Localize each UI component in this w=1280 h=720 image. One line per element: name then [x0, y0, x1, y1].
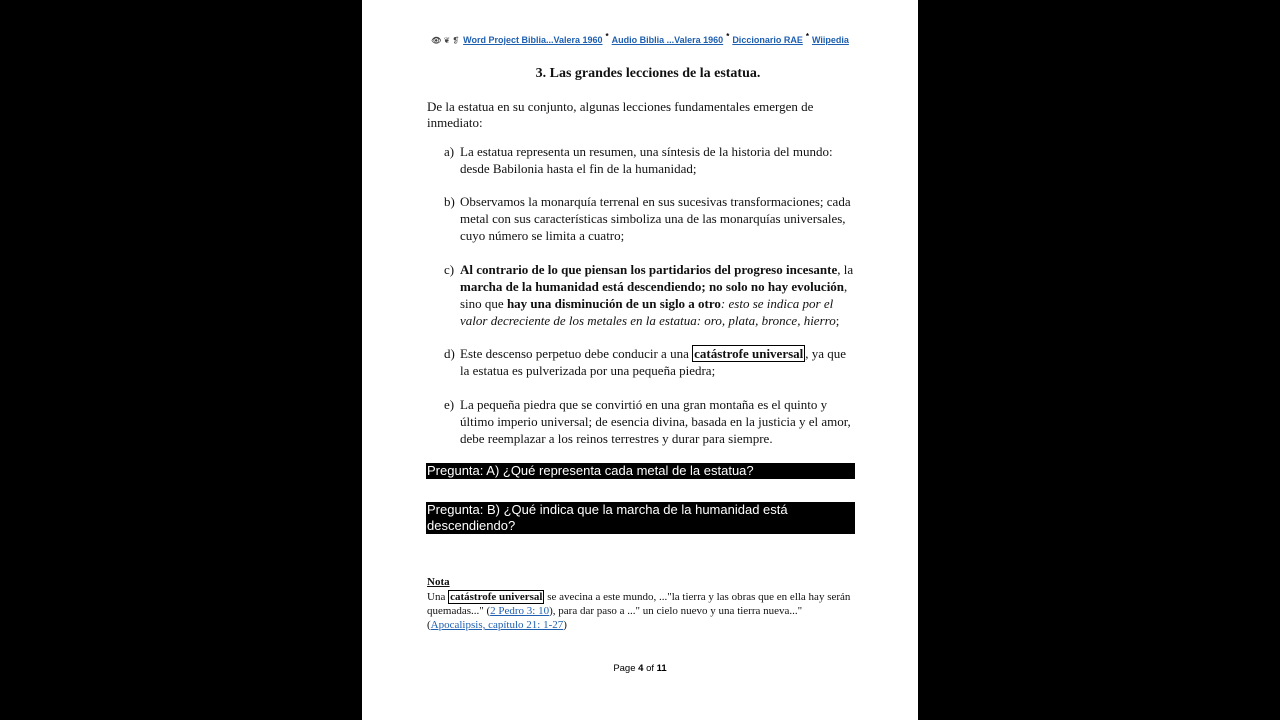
text-run: , sino que	[460, 279, 848, 311]
list-item-c	[444, 261, 854, 329]
text-run: se avecina a este mundo, ..."la tierra y las obras que en ella hay serán quemadas..." (	[427, 591, 851, 617]
total-pages: 11	[656, 663, 667, 674]
text-run: Una	[427, 591, 449, 603]
link-word-project[interactable]: Word Project Biblia...Valera 1960	[463, 35, 603, 45]
page-number	[362, 663, 918, 674]
item-label: a)	[444, 144, 455, 159]
item-label: c)	[444, 262, 455, 277]
link-diccionario-rae[interactable]: Diccionario RAE	[732, 35, 803, 45]
question-a: Pregunta: A) ¿Qué representa cada metal de la estatua?	[426, 463, 855, 479]
list-item-b	[444, 193, 854, 244]
text-run: ), para dar paso a ..." un cielo nuevo y una tierra nueva..." (	[427, 605, 803, 631]
current-page: 4	[638, 663, 644, 674]
item-text: Observamos la monarquía terrenal en sus sucesivas transformaciones; cada metal con sus características simboliza una de las monarquías universales, cuyo número se limita a cuatro;	[460, 194, 851, 243]
text-run: Page	[613, 663, 639, 674]
section-title: 3. Las grandes lecciones de la estatua.	[535, 66, 761, 81]
link-audio-biblia[interactable]: Audio Biblia ...Valera 1960	[611, 35, 724, 45]
highlighted-term: catástrofe universal	[694, 346, 804, 361]
separator: *	[805, 32, 809, 41]
separator: *	[726, 32, 730, 41]
text-run: )	[563, 619, 567, 631]
item-text: La pequeña piedra que se convirtió en una gran montaña es el quinto y último imperio universal; de esencia divina, basada en la justicia y el amor, debe reemplazar a los reinos terrestres y durar para siempre.	[460, 397, 851, 446]
italic-text: : esto se indica por el valor decreciente de los metales en la estatua: oro, plata, bronce, hierro	[460, 296, 836, 328]
list-item-e	[444, 396, 854, 447]
text-run: , la	[837, 262, 854, 277]
note-text	[427, 590, 857, 632]
item-label: b)	[444, 194, 455, 209]
highlighted-term: catástrofe universal	[450, 591, 543, 603]
link-2-pedro[interactable]: 2 Pedro 3: 10	[490, 605, 550, 617]
text-run: ;	[835, 313, 840, 328]
document-page	[362, 0, 918, 720]
bold-text: marcha de la humanidad está descendiendo; no solo no hay evolución	[460, 279, 845, 294]
bold-text: hay una disminución de un siglo a otro	[506, 296, 721, 311]
list-item-a	[444, 143, 854, 177]
separator: *	[605, 32, 609, 41]
text-run: , ya que la estatua es pulverizada por una pequeña piedra;	[460, 346, 847, 378]
list-item-d	[444, 345, 854, 379]
item-text	[460, 345, 854, 379]
item-label: e)	[444, 397, 455, 412]
header-links	[362, 32, 918, 45]
item-text	[460, 261, 854, 329]
item-text: La estatua representa un resumen, una síntesis de la historia del mundo: desde Babilonia hasta el fin de la humanidad;	[460, 144, 833, 176]
text-run: Este descenso perpetuo debe conducir a una	[460, 346, 693, 361]
header-icons: 👁 ❦ ❡	[431, 36, 460, 45]
intro-paragraph: De la estatua en su conjunto, algunas lecciones fundamentales emergen de inmediato:	[427, 99, 814, 130]
link-wikipedia[interactable]: Wiipedia	[811, 35, 849, 45]
bold-text: Al contrario de lo que piensan los partidarios del progreso incesante	[460, 262, 838, 277]
link-apocalipsis[interactable]: Apocalipsis, capítulo 21: 1-27	[430, 619, 564, 631]
text-run: of	[643, 663, 657, 674]
question-b: Pregunta: B) ¿Qué indica que la marcha de la humanidad está descendiendo?	[426, 502, 855, 534]
note-heading: Nota	[427, 576, 450, 588]
item-label: d)	[444, 346, 455, 361]
